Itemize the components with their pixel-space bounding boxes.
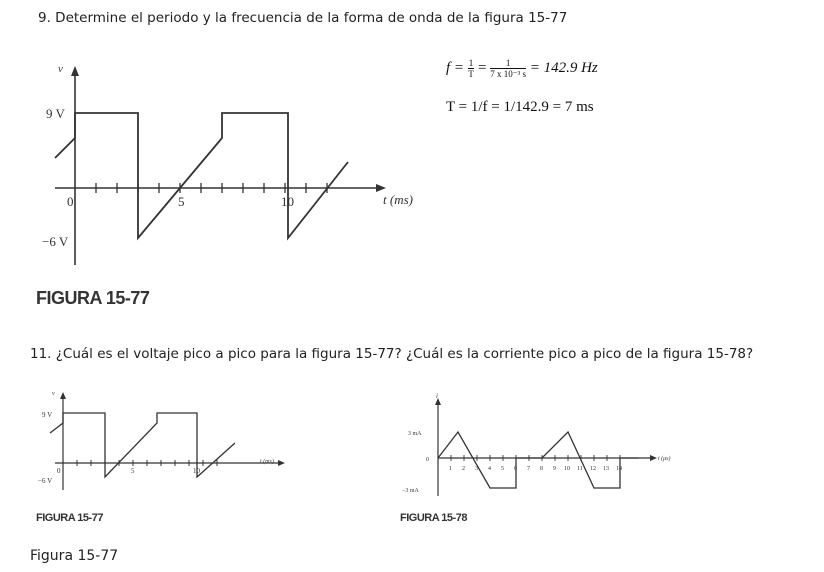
tick-label-0: 0 [67, 194, 74, 209]
label-neg6v: −6 V [38, 477, 53, 485]
tick-label: 7 [527, 466, 530, 472]
i-axis-label: i [436, 392, 438, 400]
tick-label: 10 [564, 466, 570, 472]
waveform [438, 432, 638, 488]
figure-15-77-large [0, 40, 440, 320]
label-neg6v: −6 V [42, 234, 69, 249]
f-result: = 142.9 Hz [529, 59, 598, 76]
fraction-1-over-t: $\frac{1}{T}$ [468, 58, 474, 79]
tick-label: 5 [501, 466, 504, 472]
t-axis-label: t (ms) [383, 192, 413, 207]
question-9: 9. Determine el periodo y la frecuencia de la forma de onda de la figura 15-77 [38, 10, 568, 26]
label-9v: 9 V [46, 106, 65, 121]
t-axis-arrow-icon [650, 455, 657, 461]
waveform [55, 113, 348, 238]
figure-15-77-small-caption: FIGURA 15-77 [36, 512, 103, 524]
tick-label: 4 [488, 466, 491, 472]
tick-label: 14 [616, 466, 622, 472]
label-0: 0 [426, 457, 429, 463]
t-axis-label: t (ms) [260, 459, 274, 465]
tick-label: 8 [540, 466, 543, 472]
tick-label: 11 [577, 466, 583, 472]
waveform [50, 413, 235, 477]
figure-15-77-small [30, 385, 330, 495]
tick-label: 3 [475, 466, 478, 472]
footer-label: Figura 15-77 [30, 548, 119, 564]
v-axis-label: v [58, 63, 63, 75]
v-axis-arrow-icon [71, 66, 79, 76]
question-11: 11. ¿Cuál es el voltaje pico a pico para la figura 15-77? ¿Cuál es la corriente pico a pico de la figura 15-78? [30, 346, 754, 362]
tick-label-0: 0 [57, 467, 61, 475]
tick-label: 12 [590, 466, 596, 472]
label-3ma: 3 mA [408, 431, 422, 437]
tick-label: 6 [514, 466, 517, 472]
tick-label: 13 [603, 466, 609, 472]
f-lhs: f = [446, 59, 465, 76]
tick-label-10: 10 [281, 194, 294, 209]
tick-label: 9 [553, 466, 556, 472]
tick-label-5: 5 [178, 194, 185, 209]
t-axis-arrow-icon [376, 184, 386, 192]
period-equation: T = 1/f = 1/142.9 = 7 ms [446, 99, 594, 115]
tick-label: 2 [462, 466, 465, 472]
t-axis-arrow-icon [278, 460, 285, 466]
tick-label: 1 [449, 466, 452, 472]
figure-15-78-caption: FIGURA 15-78 [400, 512, 467, 524]
tick-label-10: 10 [193, 467, 200, 475]
frequency-equation: f = $\frac{1}{T}$ = $\frac{1}{\text{7 x 10⁻³ s}}$ = 142.9 Hz [446, 58, 598, 79]
v-axis-label: v [52, 391, 55, 397]
t-axis-tick-labels [449, 466, 622, 472]
t-axis-label: t (μs) [658, 456, 671, 462]
label-neg3ma: −3 mA [402, 488, 419, 494]
figure-15-78 [390, 388, 710, 498]
label-9v: 9 V [42, 411, 53, 419]
figure-15-77-caption: FIGURA 15-77 [36, 288, 150, 308]
v-axis-arrow-icon [60, 392, 66, 399]
tick-label-5: 5 [131, 467, 135, 475]
fraction-1-over-period: $\frac{1}{\text{7 x 10⁻³ s}}$ [490, 58, 526, 79]
